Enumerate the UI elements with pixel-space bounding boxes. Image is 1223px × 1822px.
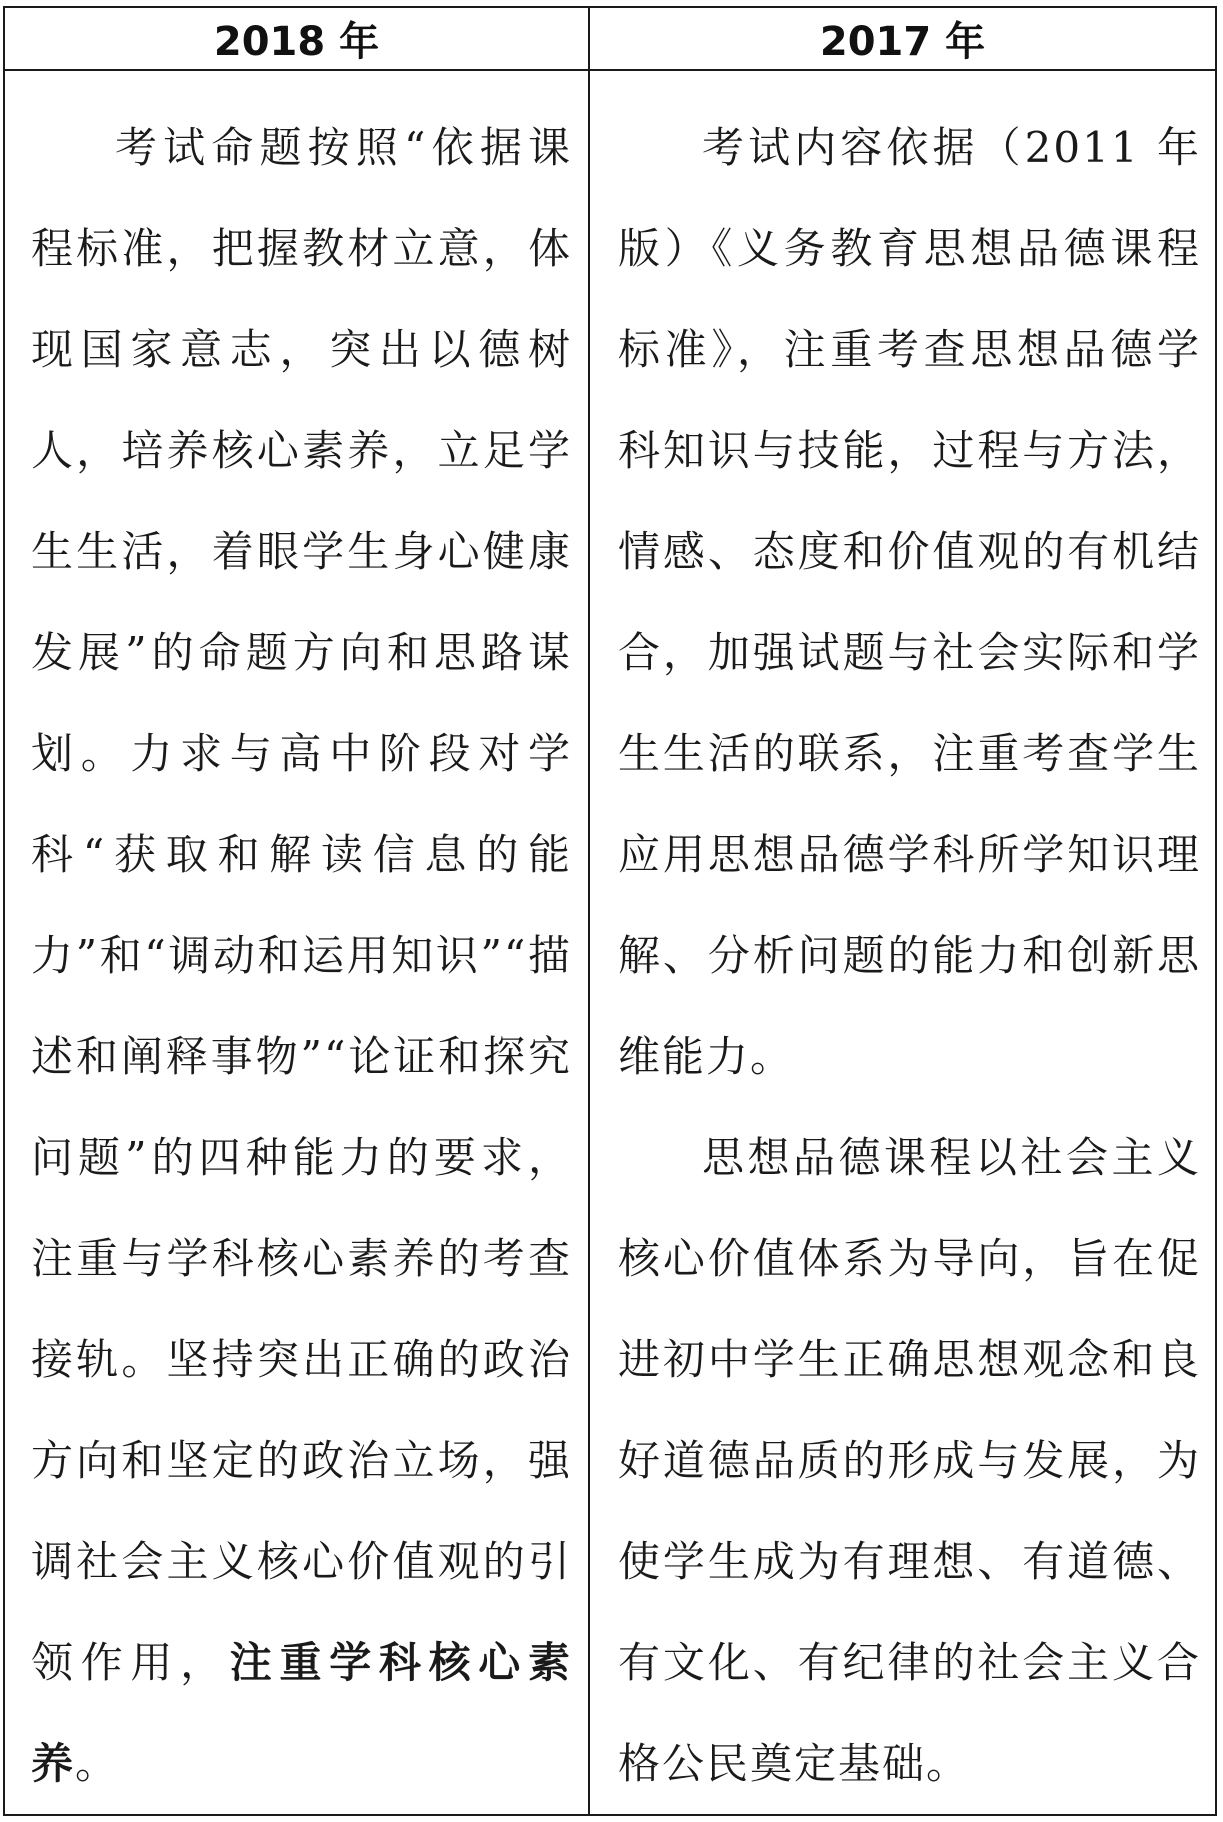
table-header-row (5, 8, 1215, 71)
comparison-table (3, 6, 1217, 1816)
header-2017: 2017 年 (819, 19, 986, 65)
table-body-row (5, 71, 1215, 1814)
cell-2018-content (5, 71, 590, 1814)
paragraph-2018 (31, 97, 572, 1814)
paragraph-2017-2: 思想品德课程以社会主义核心价值体系为导向，旨在促进初中学生正确思想观念和良好道德品质的形成与发展，为使学生成为有理想、有道德、有文化、有纪律的社会主义合格公民奠定基础。 (618, 1133, 1201, 1788)
paragraph-2018-bold: 注重学科核心素养 (31, 1638, 572, 1788)
cell-2017-content (590, 71, 1215, 1814)
paragraph-2017-1: 考试内容依据（2011 年版）《义务教育思想品德课程标准》，注重考查思想品德学科知识与技能，过程与方法，情感、态度和价值观的有机结合，加强试题与社会实际和学生生活的联系，注重考查学生应用思想品德学科所学知识理解、分析问题的能力和创新思维能力。 (618, 123, 1201, 1081)
paragraph-2018-text: 考试命题按照“依据课程标准，把握教材立意，体现国家意志，突出以德树人，培养核心素养，立足学生生活，着眼学生身心健康发展”的命题方向和思路谋划。力求与高中阶段对学科“获取和解读信息的能力”和“调动和运用知识”“描述和阐释事物”“论证和探究问题”的四种能力的要求，注重与学科核心素养的考查接轨。坚持突出正确的政治方向和坚定的政治立场，强调社会主义核心价值观的引领作用， (31, 123, 572, 1687)
header-2018: 2018 年 (5, 8, 590, 69)
paragraph-2018-end: 。 (75, 1739, 120, 1788)
